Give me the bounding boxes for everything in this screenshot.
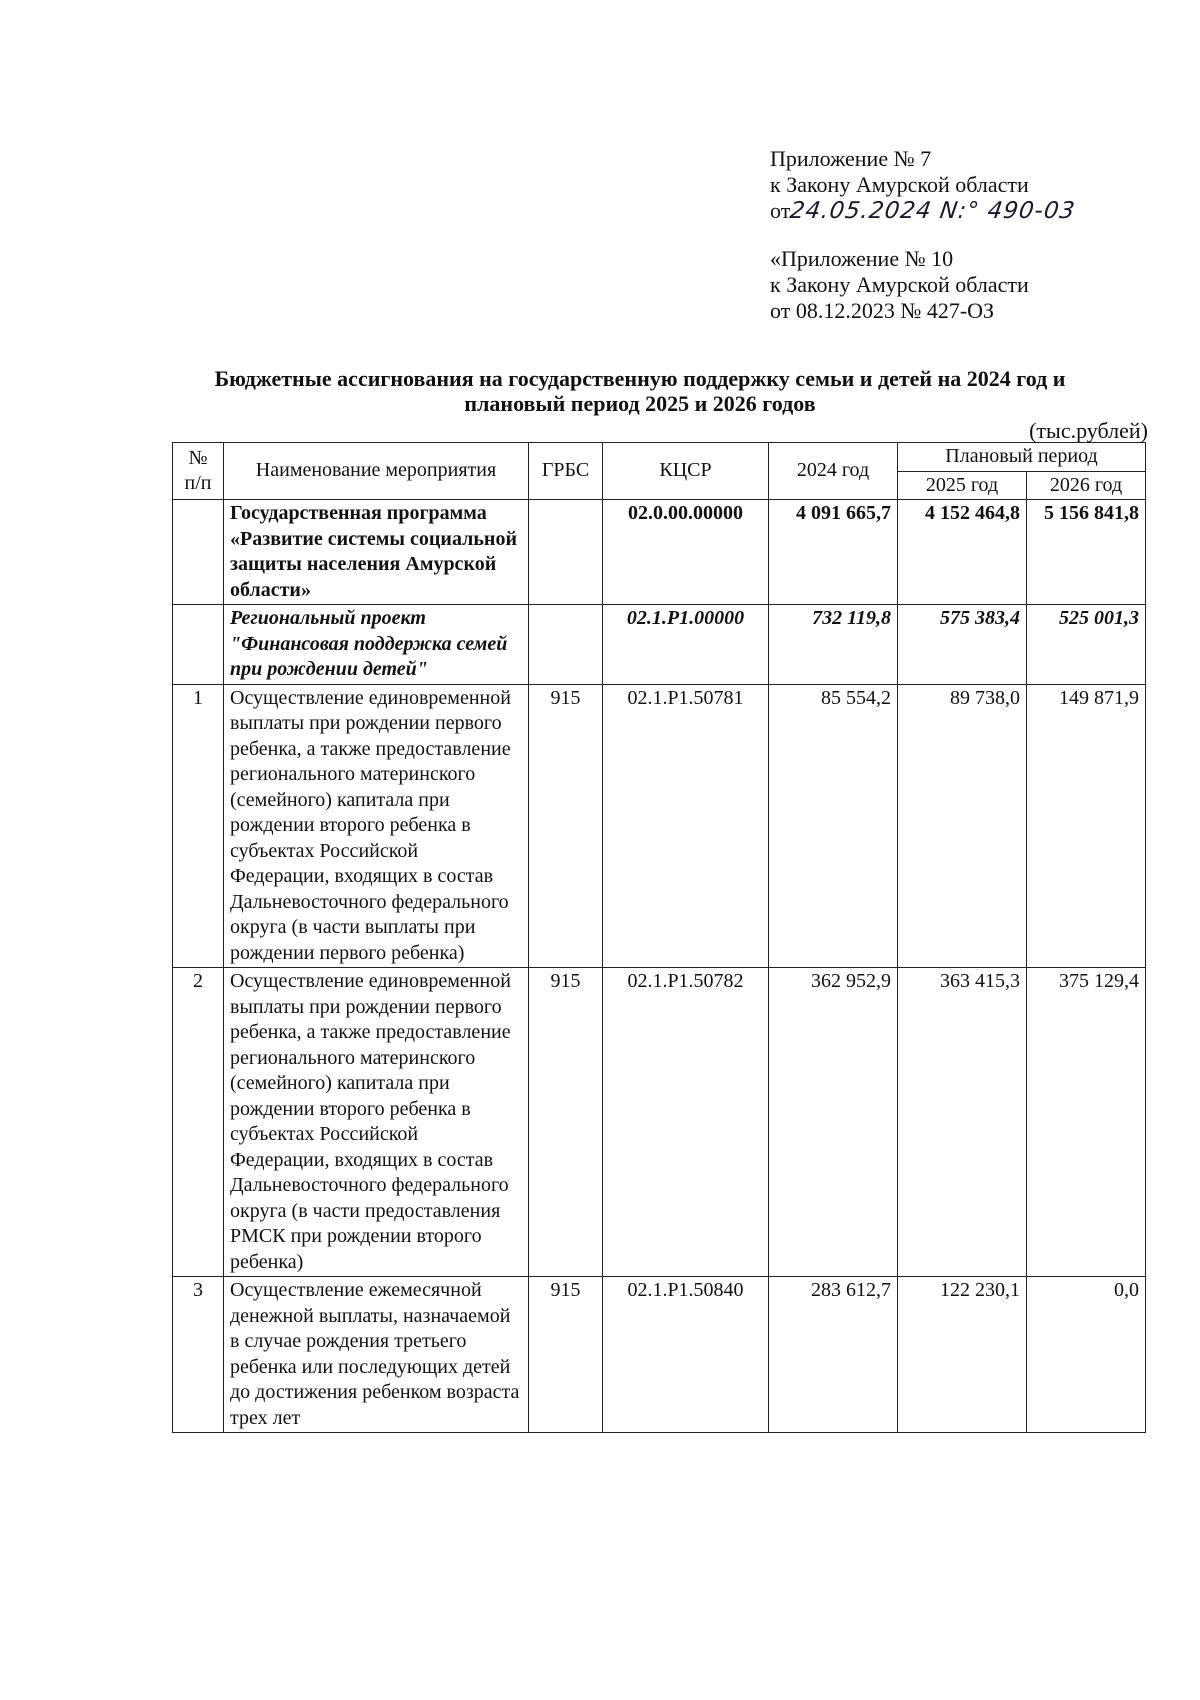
program-2024: 4 091 665,7 [769, 500, 898, 605]
table-header-row [173, 443, 1146, 472]
project-name: Региональный проект "Финансовая поддержка семей при рождении детей" [224, 605, 529, 685]
program-2025: 4 152 464,8 [898, 500, 1027, 605]
document-title-line-2: плановый период 2025 и 2026 годов [464, 391, 816, 416]
project-grbs [529, 605, 603, 685]
row-grbs: 915 [529, 968, 603, 1277]
previous-appendix-block [770, 246, 1029, 324]
row-2026: 375 129,4 [1027, 968, 1146, 1277]
appendix-block [770, 146, 1076, 224]
row-2024: 283 612,7 [769, 1277, 898, 1433]
program-grbs [529, 500, 603, 605]
row-2026: 149 871,9 [1027, 684, 1146, 968]
document-title-line-1: Бюджетные ассигнования на государственную поддержку семьи и детей на 2024 год и [214, 366, 1066, 391]
header-2025: 2025 год [898, 471, 1027, 500]
row-grbs: 915 [529, 684, 603, 968]
project-kcsr: 02.1.Р1.00000 [603, 605, 769, 685]
table-row [173, 968, 1146, 1277]
header-2024: 2024 год [769, 443, 898, 500]
document-title [150, 366, 1130, 416]
appendix-law-ref: к Закону Амурской области [770, 172, 1029, 197]
row-2024: 85 554,2 [769, 684, 898, 968]
row-name: Осуществление единовременной выплаты при рождении первого ребенка, а также предоставление регионального материнского (семейного) капитала при рождении второго ребенка в субъектах Российской Федерации, входящих в состав Дальневосточного федерального округа (в части предоставления РМСК при рождении второго ребенка) [224, 968, 529, 1277]
previous-appendix-date: от 08.12.2023 № 427-ОЗ [770, 298, 995, 323]
row-2024: 362 952,9 [769, 968, 898, 1277]
row-grbs: 915 [529, 1277, 603, 1433]
program-name: Государственная программа «Развитие системы социальной защиты населения Амурской области» [224, 500, 529, 605]
table-row [173, 684, 1146, 968]
header-name: Наименование мероприятия [224, 443, 529, 500]
program-row [173, 500, 1146, 605]
header-kcsr: КЦСР [603, 443, 769, 500]
row-2025: 363 415,3 [898, 968, 1027, 1277]
row-num: 3 [173, 1277, 224, 1433]
header-2026: 2026 год [1027, 471, 1146, 500]
previous-appendix-law-ref: к Закону Амурской области [770, 272, 1029, 297]
row-name: Осуществление ежемесячной денежной выплаты, назначаемой в случае рождения третьего ребенка или последующих детей до достижения ребенком возраста трех лет [224, 1277, 529, 1433]
row-name: Осуществление единовременной выплаты при рождении первого ребенка, а также предоставление регионального материнского (семейного) капитала при рождении второго ребенка в субъектах Российской Федерации, входящих в состав Дальневосточного федерального округа (в части выплаты при рождении первого ребенка) [224, 684, 529, 968]
row-2025: 122 230,1 [898, 1277, 1027, 1433]
row-num: 2 [173, 968, 224, 1277]
project-num [173, 605, 224, 685]
project-2026: 525 001,3 [1027, 605, 1146, 685]
row-kcsr: 02.1.Р1.50781 [603, 684, 769, 968]
handwritten-date-number: 24.05.2024 N:° 490-03 [788, 198, 1078, 224]
program-kcsr: 02.0.00.00000 [603, 500, 769, 605]
header-grbs: ГРБС [529, 443, 603, 500]
program-num [173, 500, 224, 605]
row-kcsr: 02.1.Р1.50782 [603, 968, 769, 1277]
project-2025: 575 383,4 [898, 605, 1027, 685]
row-2025: 89 738,0 [898, 684, 1027, 968]
row-2026: 0,0 [1027, 1277, 1146, 1433]
program-2026: 5 156 841,8 [1027, 500, 1146, 605]
project-2024: 732 119,8 [769, 605, 898, 685]
budget-table [172, 442, 1146, 1433]
row-kcsr: 02.1.Р1.50840 [603, 1277, 769, 1433]
appendix-date-prefix: от [770, 198, 791, 223]
project-row [173, 605, 1146, 685]
appendix-number: Приложение № 7 [770, 146, 932, 171]
previous-appendix-number: «Приложение № 10 [770, 246, 954, 271]
table-row [173, 1277, 1146, 1433]
header-num: № п/п [173, 443, 224, 500]
appendix-date-line [770, 198, 1076, 224]
header-planned-period: Плановый период [898, 443, 1146, 472]
row-num: 1 [173, 684, 224, 968]
unit-label: (тыс.рублей) [1029, 418, 1148, 443]
